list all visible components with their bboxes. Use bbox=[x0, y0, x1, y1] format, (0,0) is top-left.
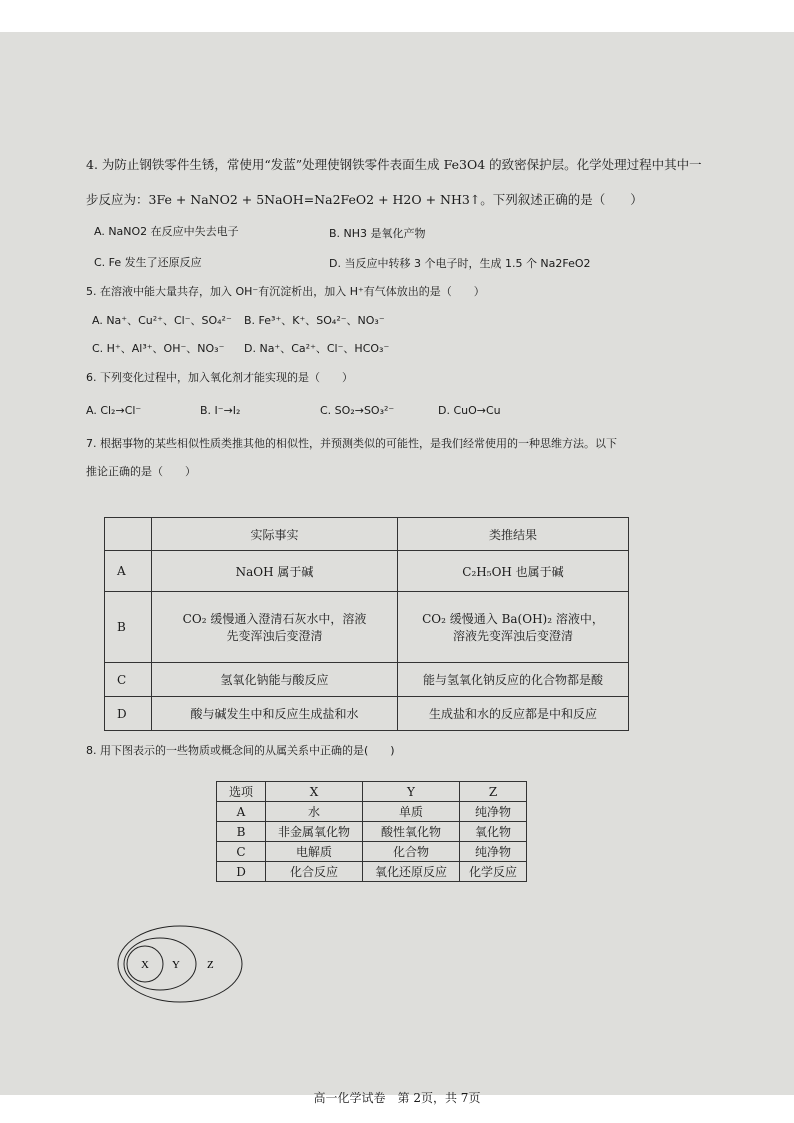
q6-stem: 6. 下列变化过程中，加入氧化剂才能实现的是（ ） bbox=[86, 371, 353, 384]
q7-header-fact: 实际事实 bbox=[152, 518, 398, 551]
table-cell: B bbox=[217, 822, 266, 842]
q7-header-result: 类推结果 bbox=[398, 518, 629, 551]
q8-table bbox=[216, 781, 527, 882]
table-cell: 氧化还原反应 bbox=[363, 862, 460, 882]
table-row bbox=[217, 802, 527, 822]
q7-row-option: D bbox=[105, 697, 152, 731]
q7-table bbox=[104, 517, 629, 731]
q7-stem-line1: 7. 根据事物的某些相似性质类推其他的相似性，并预测类似的可能性，是我们经常使用的一种思维方法。以下 bbox=[86, 437, 617, 450]
table-cell: 纯净物 bbox=[460, 842, 527, 862]
q7-row-result: CO₂ 缓慢通入 Ba(OH)₂ 溶液中，溶液先变浑浊后变澄清 bbox=[398, 592, 629, 663]
q6-option-b: B. I⁻→I₂ bbox=[200, 404, 241, 417]
table-cell: 化合反应 bbox=[266, 862, 363, 882]
q5-option-a: A. Na⁺、Cu²⁺、Cl⁻、SO₄²⁻ bbox=[92, 314, 232, 327]
q5-option-b: B. Fe³⁺、K⁺、SO₄²⁻、NO₃⁻ bbox=[244, 314, 385, 327]
table-cell: D bbox=[217, 862, 266, 882]
table-row bbox=[217, 862, 527, 882]
q5-stem: 5. 在溶液中能大量共存，加入 OH⁻有沉淀析出，加入 H⁺有气体放出的是（ ） bbox=[86, 285, 485, 298]
table-cell: 酸性氧化物 bbox=[363, 822, 460, 842]
page-footer: 高一化学试卷 第 2页，共 7页 bbox=[313, 1091, 481, 1105]
q5-option-d: D. Na⁺、Ca²⁺、Cl⁻、HCO₃⁻ bbox=[244, 342, 390, 355]
q4-option-a: A. NaNO2 在反应中失去电子 bbox=[94, 225, 239, 238]
q7-stem-line2: 推论正确的是（ ） bbox=[86, 465, 196, 478]
q7-row-result: 生成盐和水的反应都是中和反应 bbox=[398, 697, 629, 731]
table-cell: 非金属氧化物 bbox=[266, 822, 363, 842]
q7-row-result: 能与氢氧化钠反应的化合物都是酸 bbox=[398, 663, 629, 697]
table-cell: A bbox=[217, 802, 266, 822]
table-row bbox=[105, 551, 629, 592]
q7-row-fact: 酸与碱发生中和反应生成盐和水 bbox=[152, 697, 398, 731]
q7-row-option: A bbox=[105, 551, 152, 592]
table-cell: 电解质 bbox=[266, 842, 363, 862]
q4-option-c: C. Fe 发生了还原反应 bbox=[94, 256, 202, 269]
q4-option-b: B. NH3 是氧化产物 bbox=[329, 227, 426, 240]
q7-row-fact: NaOH 属于碱 bbox=[152, 551, 398, 592]
table-cell: 化合物 bbox=[363, 842, 460, 862]
venn-x-label: X bbox=[141, 959, 149, 971]
q8-header: 选项 bbox=[217, 782, 266, 802]
q6-option-d: D. CuO→Cu bbox=[438, 404, 501, 417]
q6-option-c: C. SO₂→SO₃²⁻ bbox=[320, 404, 395, 417]
venn-diagram bbox=[115, 924, 245, 1014]
table-row bbox=[105, 697, 629, 731]
q4-stem-line2: 步反应为：3Fe + NaNO2 + 5NaOH=Na2FeO2 + H2O + NH3↑。下列叙述正确的是（ ） bbox=[86, 192, 643, 207]
q6-option-a: A. Cl₂→Cl⁻ bbox=[86, 404, 142, 417]
table-row bbox=[105, 592, 629, 663]
q8-header: Y bbox=[363, 782, 460, 802]
venn-z-ellipse bbox=[118, 926, 242, 1002]
q7-row-fact: CO₂ 缓慢通入澄清石灰水中，溶液先变浑浊后变澄清 bbox=[152, 592, 398, 663]
venn-y-ellipse bbox=[124, 938, 196, 990]
table-row bbox=[217, 842, 527, 862]
table-cell: 化学反应 bbox=[460, 862, 527, 882]
q7-row-fact: 氢氧化钠能与酸反应 bbox=[152, 663, 398, 697]
q8-stem: 8. 用下图表示的一些物质或概念间的从属关系中正确的是( ) bbox=[86, 744, 395, 757]
q4-stem-line1: 4. 为防止钢铁零件生锈，常使用“发蓝”处理使钢铁零件表面生成 Fe3O4 的致密保护层。化学处理过程中其中一 bbox=[86, 157, 702, 172]
table-cell: 纯净物 bbox=[460, 802, 527, 822]
venn-z-label: Z bbox=[207, 959, 214, 971]
table-cell: C bbox=[217, 842, 266, 862]
q8-header: Z bbox=[460, 782, 527, 802]
table-row bbox=[217, 822, 527, 842]
q7-header-empty bbox=[105, 518, 152, 551]
table-cell: 单质 bbox=[363, 802, 460, 822]
q8-header: X bbox=[266, 782, 363, 802]
q4-option-d: D. 当反应中转移 3 个电子时，生成 1.5 个 Na2FeO2 bbox=[329, 257, 591, 270]
table-cell: 氧化物 bbox=[460, 822, 527, 842]
table-cell: 水 bbox=[266, 802, 363, 822]
table-row bbox=[105, 663, 629, 697]
venn-y-label: Y bbox=[172, 959, 180, 971]
q7-row-option: C bbox=[105, 663, 152, 697]
q7-row-result: C₂H₅OH 也属于碱 bbox=[398, 551, 629, 592]
q5-option-c: C. H⁺、Al³⁺、OH⁻、NO₃⁻ bbox=[92, 342, 225, 355]
q7-row-option: B bbox=[105, 592, 152, 663]
